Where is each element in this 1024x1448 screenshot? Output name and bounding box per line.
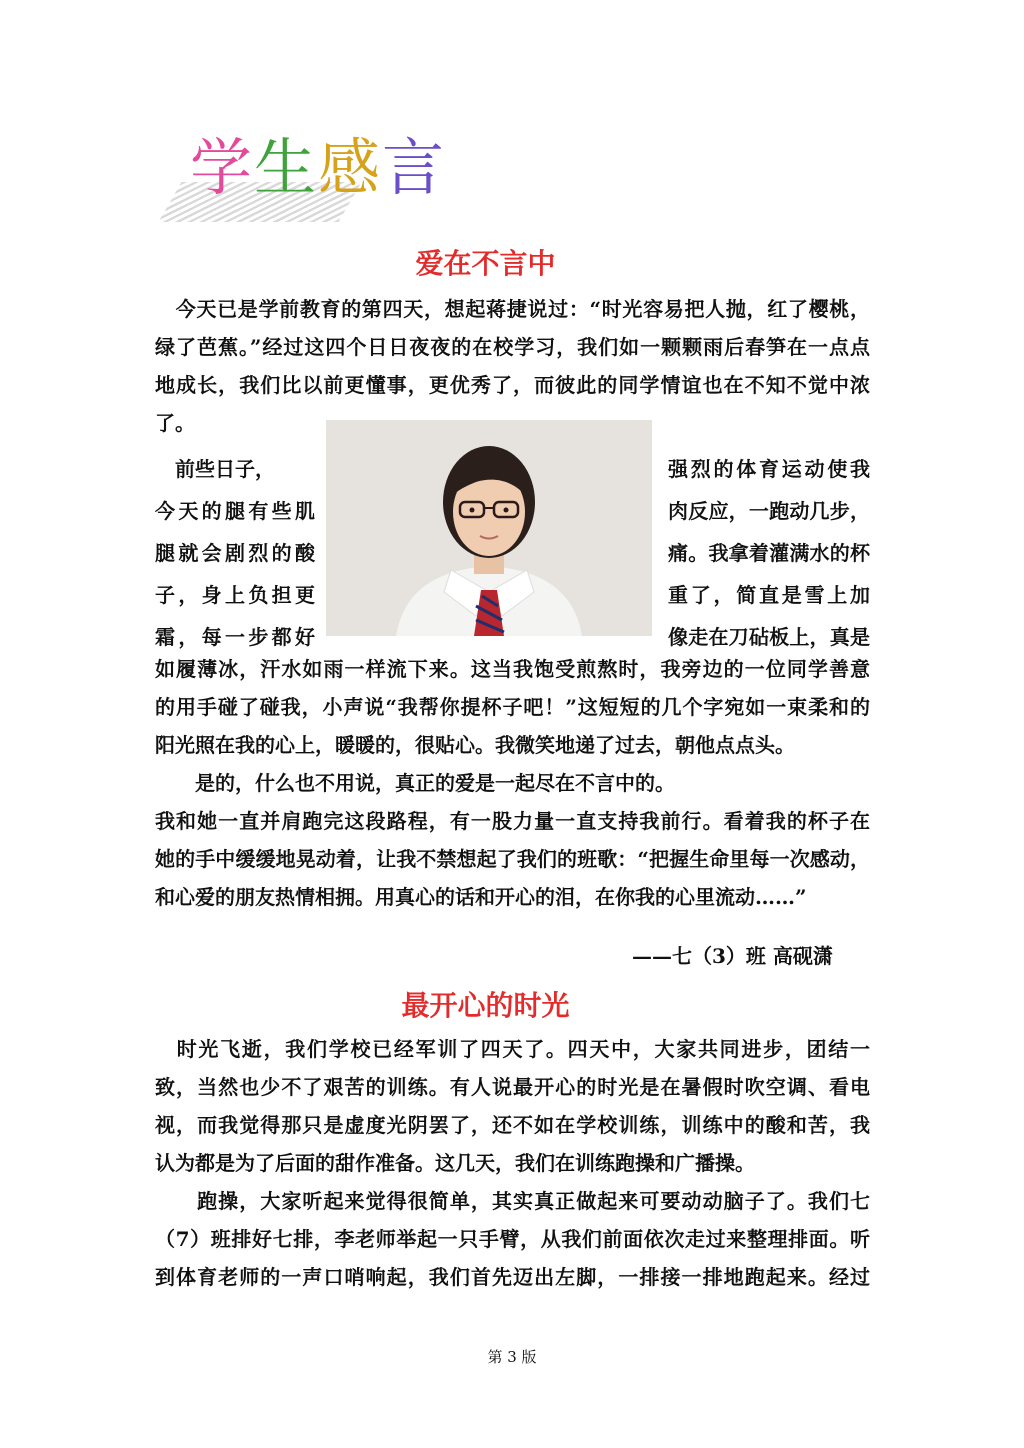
text-line: 了。 [155, 411, 195, 435]
text-line: 时光飞逝，我们学校已经军训了四天了。四天中，大家共同进步，团结一 [155, 1037, 870, 1061]
section-title-char: 生 [254, 131, 319, 204]
text-line: 像走在刀砧板上，真是 [668, 625, 870, 649]
text-line: 前些日子， [155, 457, 275, 481]
article-title: 爱在不言中 [415, 247, 556, 280]
wrap-text-right [668, 448, 870, 658]
text-line: 霜，每一步都好 [155, 625, 315, 649]
text-line: 是的，什么也不用说，真正的爱是一起尽在不言中的。 [155, 771, 675, 795]
text-line: 她的手中缓缓地晃动着，让我不禁想起了我们的班歌：“把握生命里每一次感动， [155, 847, 870, 871]
text-line: 绿了芭蕉。”经过这四个日日夜夜的在校学习，我们如一颗颗雨后春笋在一点点 [155, 335, 870, 359]
text-line: 重了，简直是雪上加 [668, 583, 870, 607]
text-line: 肉反应，一跑动几步， [668, 499, 870, 523]
article-paragraph [155, 650, 870, 916]
page-number: 第 3 版 [487, 1348, 537, 1366]
text-line: 认为都是为了后面的甜作准备。这几天，我们在训练跑操和广播操。 [155, 1151, 755, 1175]
student-portrait-illustration [326, 420, 652, 636]
article-signature: ——七（3）班 高砚潇 [632, 944, 833, 968]
section-title [190, 118, 446, 218]
text-line: 和心爱的朋友热情相拥。用真心的话和开心的泪，在你我的心里流动……” [155, 885, 807, 909]
text-line: 强烈的体育运动使我 [668, 457, 870, 481]
text-line: 今天的腿有些肌 [155, 499, 315, 523]
text-line: 跑操，大家听起来觉得很简单，其实真正做起来可要动动脑子了。我们七 [155, 1189, 870, 1213]
article-paragraph [155, 1030, 870, 1296]
text-line: 我和她一直并肩跑完这段路程，有一股力量一直支持我前行。看着我的杯子在 [155, 809, 870, 833]
text-line: 腿就会剧烈的酸 [155, 541, 315, 565]
text-line: 痛。我拿着灌满水的杯 [668, 541, 870, 565]
text-line: （7）班排好七排，李老师举起一只手臂，从我们前面依次走过来整理排面。听 [155, 1227, 870, 1251]
text-line: 子，身上负担更 [155, 583, 315, 607]
text-line: 地成长，我们比以前更懂事，更优秀了，而彼此的同学情谊也在不知不觉中浓 [155, 373, 870, 397]
section-title-char: 感 [318, 131, 383, 204]
wrap-text-left [155, 448, 315, 658]
student-photo [326, 420, 652, 636]
text-line: 的用手碰了碰我，小声说“我帮你提杯子吧！”这短短的几个字宛如一束柔和的 [155, 695, 870, 719]
text-line: 到体育老师的一声口哨响起，我们首先迈出左脚，一排接一排地跑起来。经过 [155, 1265, 870, 1289]
text-line: 致，当然也少不了艰苦的训练。有人说最开心的时光是在暑假时吹空调、看电 [155, 1075, 870, 1099]
article-title: 最开心的时光 [401, 989, 570, 1022]
section-title-char: 言 [382, 131, 447, 204]
text-line: 阳光照在我的心上，暖暖的，很贴心。我微笑地递了过去，朝他点点头。 [155, 733, 795, 757]
text-line: 如履薄冰，汗水如雨一样流下来。这当我饱受煎熬时，我旁边的一位同学善意 [155, 657, 870, 681]
text-line: 视，而我觉得那只是虚度光阴罢了，还不如在学校训练，训练中的酸和苦，我 [155, 1113, 870, 1137]
section-title-char: 学 [190, 131, 255, 204]
text-line: 今天已是学前教育的第四天，想起蒋捷说过：“时光容易把人抛，红了樱桃， [155, 297, 870, 321]
